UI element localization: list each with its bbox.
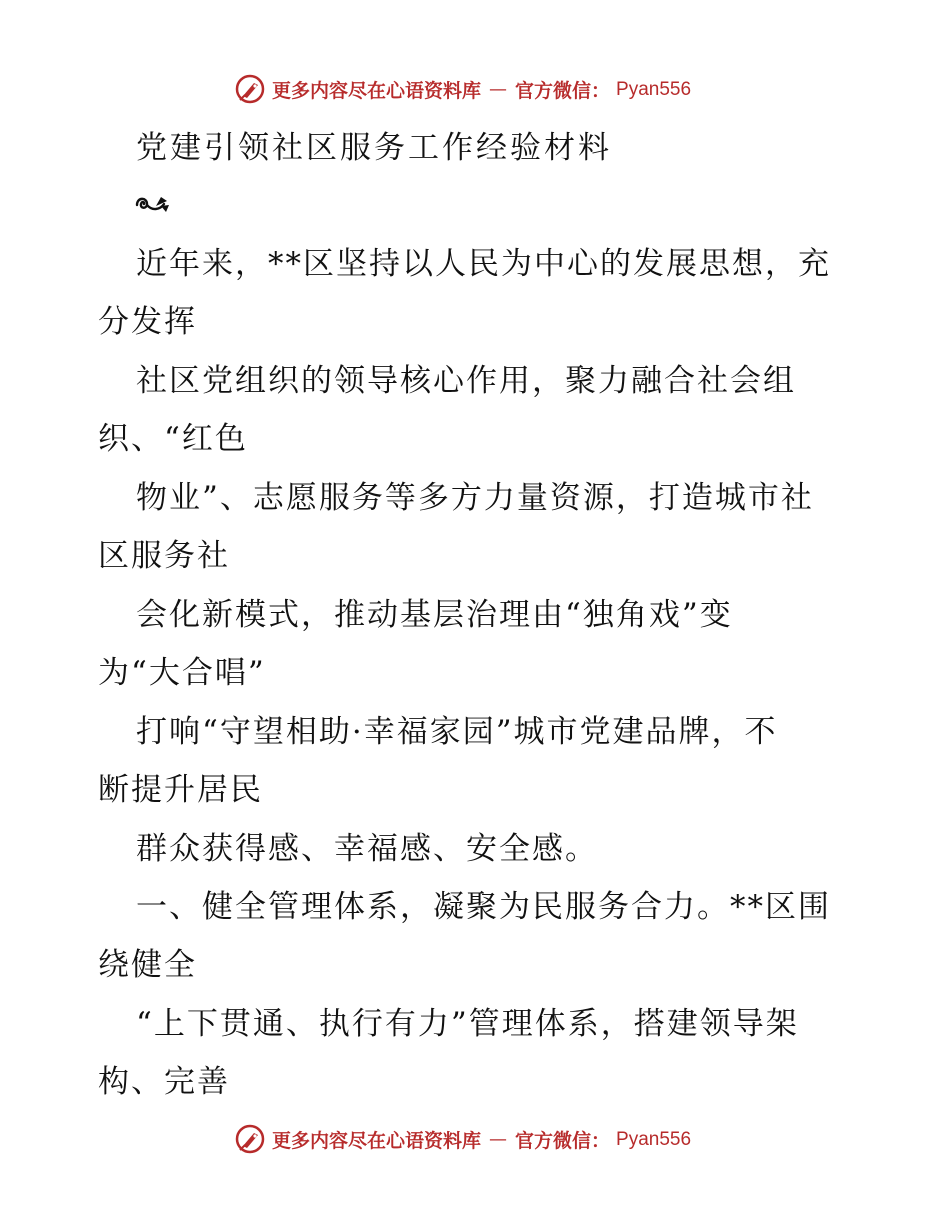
watermark-dash: —: [489, 78, 508, 100]
body-line: 断提升居民: [98, 772, 263, 808]
pen-nib-circle-icon: [234, 1123, 266, 1155]
watermark-id: Pyan556: [616, 1128, 692, 1150]
body-line: 为“大合唱”: [98, 655, 266, 691]
footer-watermark: [234, 1122, 691, 1156]
header-watermark: [234, 72, 691, 106]
body-line: 一、健全管理体系，凝聚为民服务合力。**区围: [136, 889, 831, 925]
watermark-text: 更多内容尽在心语资料库: [272, 1129, 482, 1152]
body-line: 区服务社: [98, 538, 230, 574]
body-line: 构、完善: [98, 1064, 230, 1100]
watermark-dash: —: [489, 1128, 508, 1150]
body-line: 绕健全: [98, 947, 197, 983]
body-line: 织、“红色: [98, 421, 248, 457]
body-line: 会化新模式，推动基层治理由“独角戏”变: [136, 597, 733, 633]
fleuron-ornament-icon: [134, 192, 172, 218]
watermark-label: 官方微信：: [515, 79, 611, 102]
body-line: 近年来，**区坚持以人民为中心的发展思想，充: [136, 246, 831, 282]
body-line: 分发挥: [98, 304, 197, 340]
pen-nib-circle-icon: [234, 73, 266, 105]
body-line: 物业”、志愿服务等多方力量资源，打造城市社: [136, 480, 814, 516]
body-line: 社区党组织的领导核心作用，聚力融合社会组: [136, 363, 796, 399]
body-line: 群众获得感、幸福感、安全感。: [136, 831, 598, 867]
watermark-label: 官方微信：: [515, 1129, 611, 1152]
body-line: 打响“守望相助·幸福家园”城市党建品牌，不: [136, 714, 778, 750]
body-line: “上下贯通、执行有力”管理体系，搭建领导架: [136, 1006, 799, 1042]
watermark-text: 更多内容尽在心语资料库: [272, 79, 482, 102]
document-title: 党建引领社区服务工作经验材料: [136, 130, 612, 166]
watermark-id: Pyan556: [616, 78, 692, 100]
